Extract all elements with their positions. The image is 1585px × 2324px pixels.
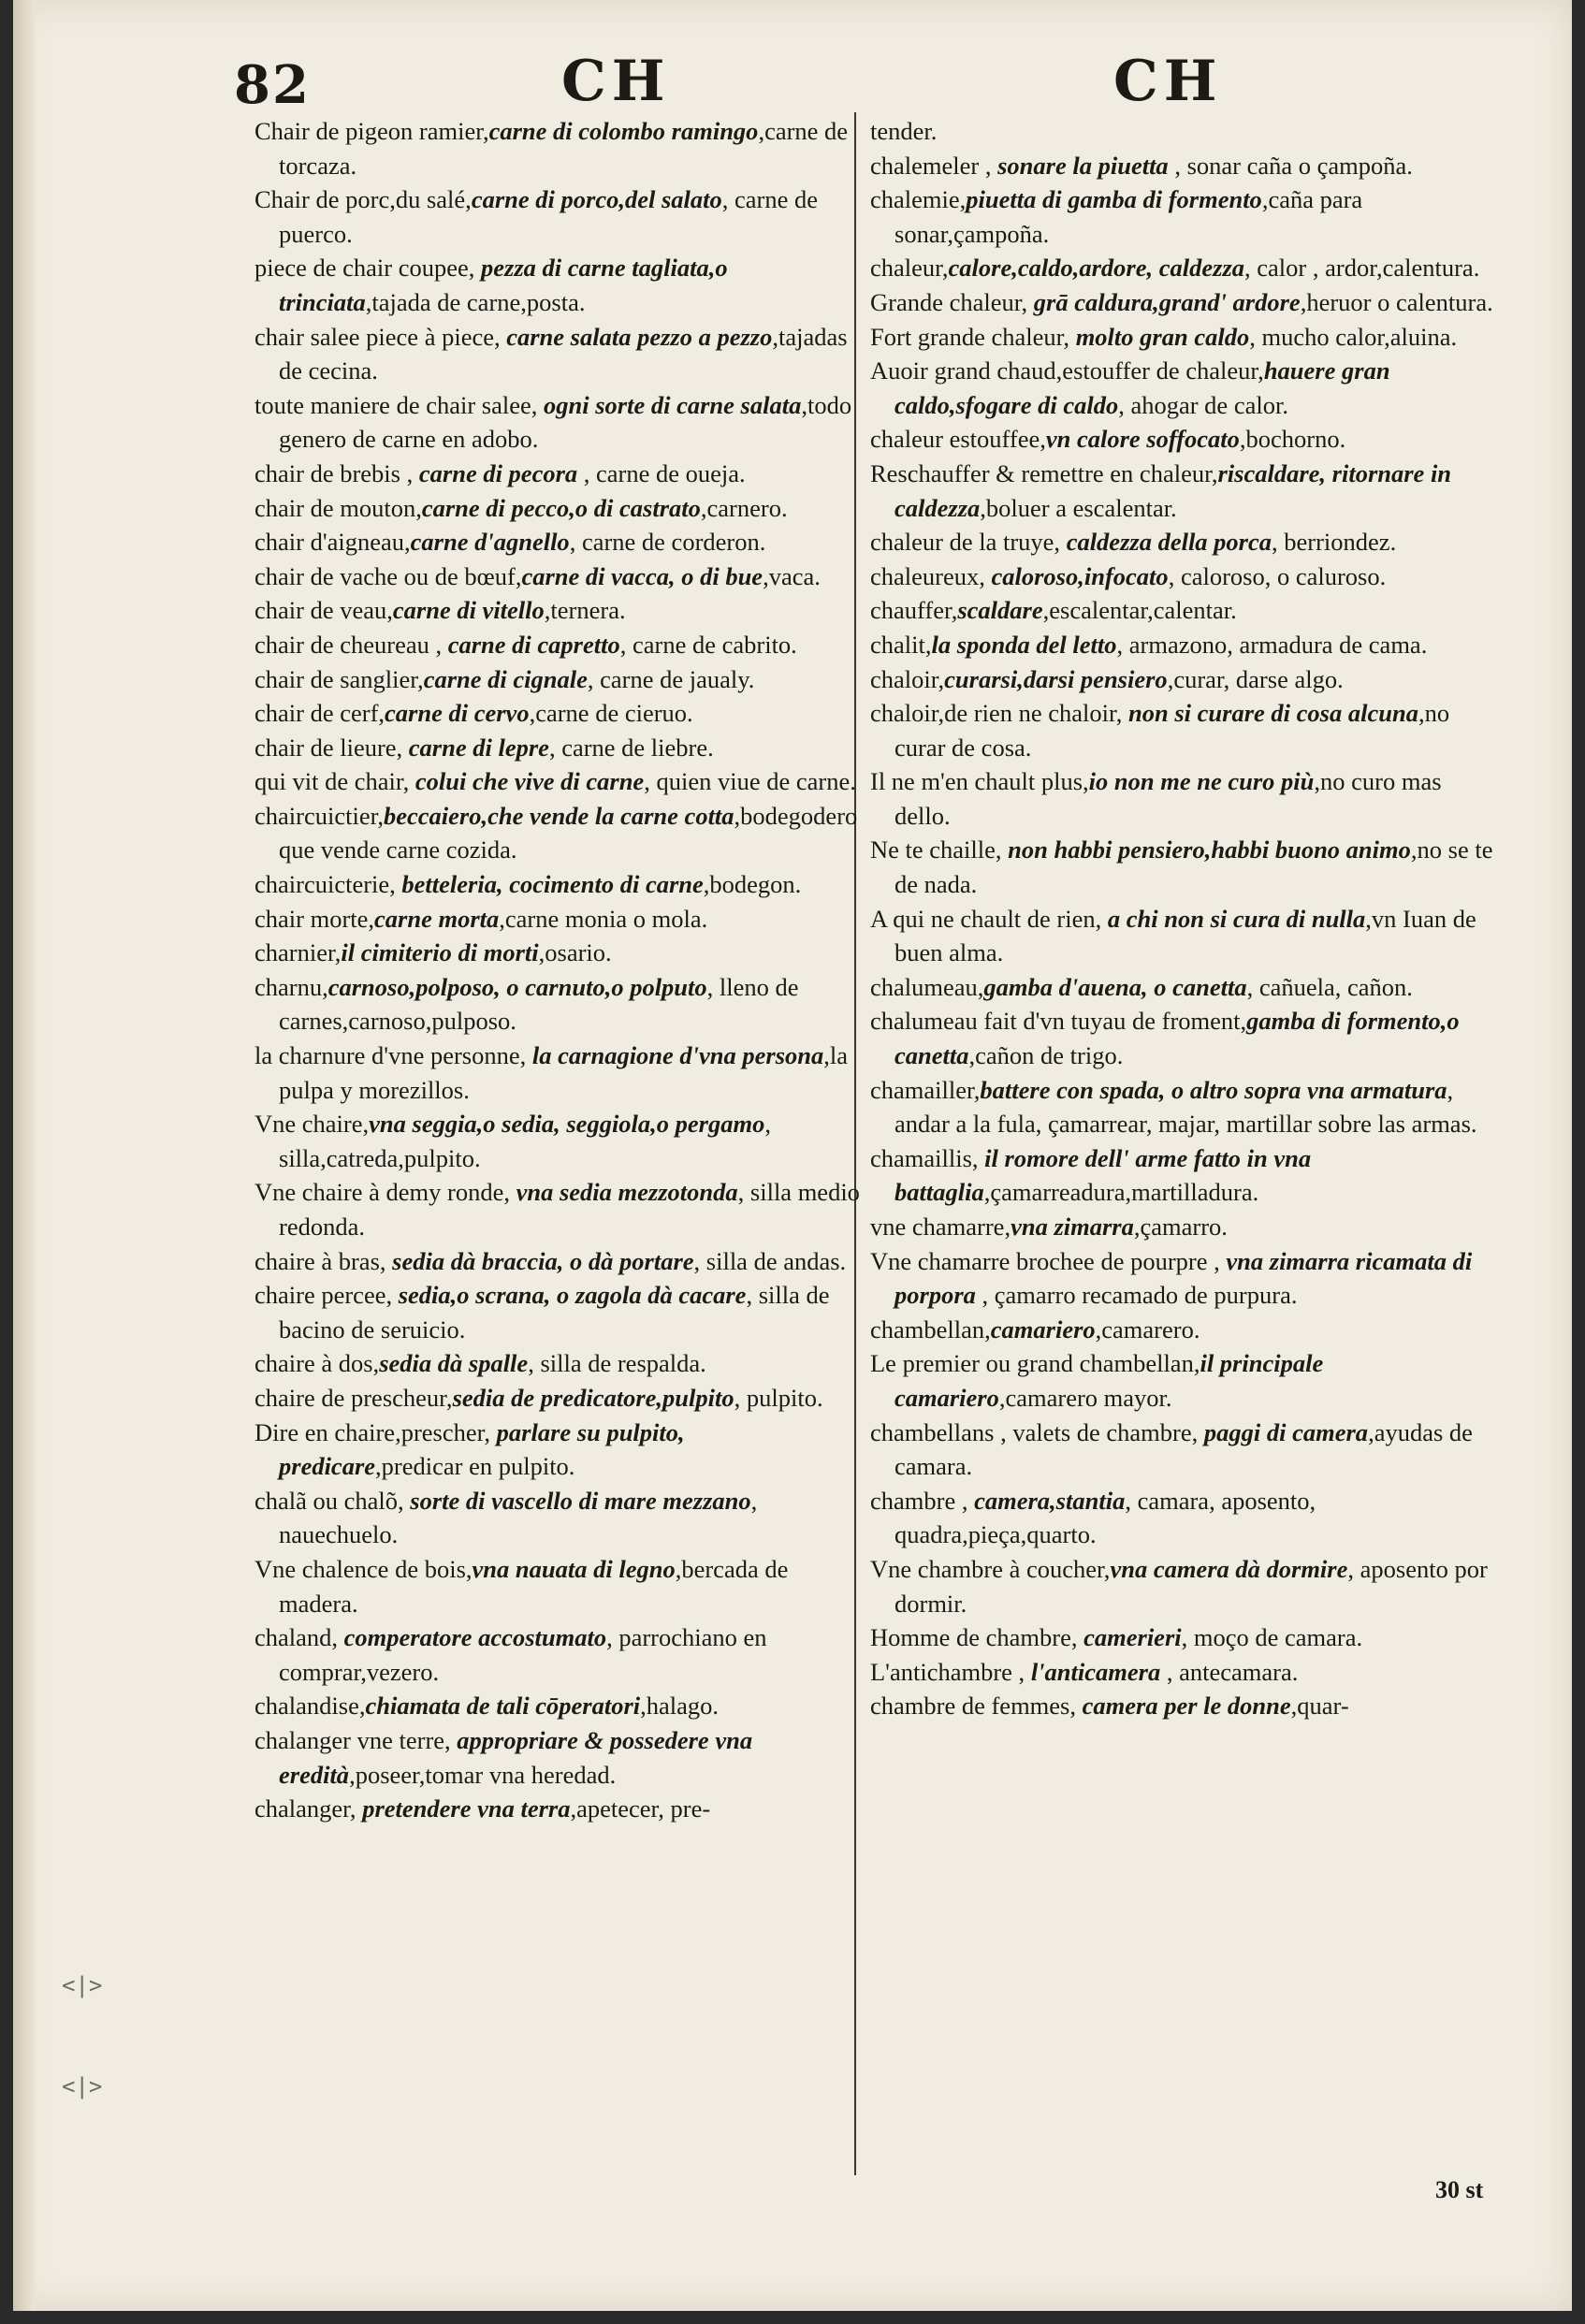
- headword: vne chamarre,: [870, 1213, 1011, 1241]
- dictionary-entry: [870, 1620, 1499, 1655]
- italian-gloss: carne di pecco,o di castrato: [421, 493, 701, 522]
- headword: toute maniere de chair salee,: [254, 390, 545, 419]
- italian-gloss: vn calore soffocato: [1045, 425, 1240, 454]
- dictionary-entry: [870, 628, 1499, 662]
- headword: chalumeau fait d'vn tuyau de froment,: [870, 1007, 1247, 1036]
- headword: Reschauffer & remettre en chaleur,: [870, 458, 1218, 487]
- spanish-gloss: ,no curar de cosa.: [894, 699, 1450, 762]
- spanish-gloss: ,cañon de trigo.: [968, 1041, 1124, 1070]
- italian-gloss: carne di colombo ramingo: [488, 117, 759, 145]
- italian-gloss: sedia dà spalle: [379, 1349, 529, 1378]
- spanish-gloss: , andar a la fula, çamarrear, majar, martillar sobre las armas.: [894, 1075, 1477, 1139]
- dictionary-entry: [254, 593, 872, 628]
- dictionary-entry: [254, 799, 872, 867]
- dictionary-entry: [254, 628, 872, 662]
- headword: chair de mouton,: [254, 493, 422, 522]
- spanish-gloss: ,çamarro.: [1133, 1213, 1228, 1241]
- dictionary-entry: [870, 1346, 1499, 1415]
- headword: Ne te chaille,: [870, 835, 1009, 864]
- spanish-gloss: ,bochorno.: [1239, 425, 1346, 454]
- dictionary-entry: [254, 388, 872, 457]
- dictionary-entry: [870, 182, 1499, 251]
- italian-gloss: pezza di carne tagliata,o trinciata: [279, 254, 728, 316]
- dictionary-entry: [870, 1004, 1499, 1072]
- italian-gloss: carne di cervo: [385, 699, 530, 728]
- dictionary-entry: [870, 251, 1499, 285]
- italian-gloss: beccaiero,che vende la carne cotta: [383, 801, 734, 830]
- headword: L'antichambre ,: [870, 1657, 1031, 1686]
- italian-gloss: sonare la piuetta: [997, 151, 1169, 180]
- dictionary-entry: [870, 1141, 1499, 1210]
- catchword: 30 st: [1435, 2176, 1484, 2203]
- spanish-gloss: , lleno de carnes,carnoso,pulposo.: [279, 972, 799, 1036]
- spanish-gloss: ,quar-: [1290, 1692, 1349, 1721]
- dictionary-entry: [870, 764, 1499, 833]
- headword: Auoir grand chaud,estouffer de chaleur,: [870, 356, 1264, 385]
- dictionary-entry: [254, 525, 872, 559]
- dictionary-entry: [254, 457, 872, 491]
- page-edge: [13, 0, 36, 2311]
- spanish-gloss: ,bodegon.: [703, 870, 802, 899]
- headword: chaleur,: [870, 254, 949, 283]
- headword: chambellans , valets de chambre,: [870, 1417, 1204, 1446]
- headword: Le premier ou grand chambellan,: [870, 1349, 1200, 1378]
- dictionary-entry: [870, 833, 1499, 901]
- dictionary-entry: [254, 731, 872, 765]
- dictionary-entry: [870, 354, 1499, 422]
- headword: chalumeau,: [870, 972, 984, 1001]
- headword: chaleur estouffee,: [870, 425, 1046, 454]
- spanish-gloss: ,vn Iuan de buen alma.: [894, 904, 1476, 967]
- italian-gloss: il romore dell' arme fatto in vna battaglia: [894, 1143, 1312, 1207]
- headword: Fort grande chaleur,: [870, 322, 1076, 351]
- dictionary-entry: [870, 1073, 1499, 1141]
- headword: chair salee piece à piece,: [254, 322, 507, 351]
- headword: chambre de femmes,: [870, 1692, 1083, 1721]
- italian-gloss: vna sedia mezzotonda: [516, 1178, 738, 1207]
- dictionary-entry: [254, 867, 872, 902]
- italian-gloss: vna camera dà dormire: [1110, 1554, 1348, 1583]
- headword: Dire en chaire,prescher,: [254, 1417, 497, 1446]
- headword: chaloir,de rien ne chaloir,: [870, 699, 1128, 728]
- headword: charnu,: [254, 972, 328, 1001]
- italian-gloss: vna zimarra: [1011, 1213, 1134, 1241]
- headword: Vne chalence de bois,: [254, 1554, 473, 1583]
- spanish-gloss: ,ternera.: [544, 596, 626, 625]
- italian-gloss: camerieri: [1083, 1623, 1182, 1652]
- italian-gloss: vna nauata di legno: [472, 1554, 676, 1583]
- dictionary-entry: [254, 1107, 872, 1175]
- italian-gloss: sedia dà braccia, o dà portare: [392, 1246, 694, 1275]
- spanish-gloss: , carne de jaualy.: [587, 664, 755, 693]
- spanish-gloss: ,predicar en pulpito.: [375, 1452, 575, 1481]
- italian-gloss: vna seggia,o sedia, seggiola,o pergamo: [369, 1110, 765, 1139]
- dictionary-entry: [870, 902, 1499, 970]
- headword: chalemeler ,: [870, 151, 998, 180]
- spanish-gloss: ,no curo mas dello.: [894, 767, 1442, 830]
- spanish-gloss: ,todo genero de carne en adobo.: [279, 390, 852, 454]
- left-column: [254, 114, 872, 1826]
- dictionary-entry: [254, 1039, 872, 1107]
- italian-gloss: battere con spada, o altro sopra vna armatura: [980, 1075, 1447, 1104]
- headword: chalã ou chalõ,: [254, 1486, 411, 1515]
- spanish-gloss: , caloroso, o caluroso.: [1168, 561, 1387, 590]
- running-head-right: CH: [1113, 49, 1223, 114]
- spanish-gloss: ,la pulpa y morezillos.: [279, 1041, 849, 1104]
- italian-gloss: caloroso,infocato: [991, 561, 1169, 590]
- spanish-gloss: , carne de oueja.: [577, 458, 746, 487]
- italian-gloss: appropriare & possedere vna eredità: [279, 1725, 753, 1789]
- spanish-gloss: ,bodegodero que vende carne cozida.: [279, 801, 858, 864]
- dictionary-entry: [254, 662, 872, 697]
- italian-gloss: carne di pecora: [418, 458, 578, 487]
- dictionary-entry: [254, 559, 872, 594]
- headword: chambre ,: [870, 1486, 975, 1515]
- dictionary-entry: [870, 1655, 1499, 1690]
- italian-gloss: carne morta: [374, 904, 500, 933]
- spanish-gloss: ,camarero.: [1095, 1315, 1200, 1344]
- italian-gloss: gamba di formento,o canetta: [894, 1007, 1460, 1070]
- italian-gloss: io non me ne curo più: [1088, 767, 1315, 796]
- italian-gloss: camera per le donne: [1082, 1692, 1291, 1721]
- italian-gloss: carne di cignale: [423, 664, 588, 693]
- headword: Vne chamarre brochee de pourpre ,: [870, 1246, 1227, 1275]
- spanish-gloss: , camara, aposento, quadra,pieça,quarto.: [894, 1486, 1316, 1549]
- dictionary-entry: [870, 149, 1499, 183]
- italian-gloss: carne salata pezzo a pezzo: [506, 322, 773, 351]
- spanish-gloss: ,curar, darse algo.: [1167, 664, 1344, 693]
- italian-gloss: non si curare di cosa alcuna: [1128, 699, 1418, 728]
- dictionary-entry: [870, 320, 1499, 355]
- headword: chair de veau,: [254, 596, 393, 625]
- spanish-gloss: ,no se te de nada.: [894, 835, 1493, 899]
- spanish-gloss: , ahogar de calor.: [1118, 390, 1288, 419]
- italian-gloss: paggi di camera: [1203, 1417, 1369, 1446]
- headword: chaire à dos,: [254, 1349, 380, 1378]
- italian-gloss: sedia de predicatore,pulpito: [452, 1383, 734, 1412]
- italian-gloss: piuetta di gamba di formento: [966, 185, 1262, 214]
- italian-gloss: carne di lepre: [408, 733, 549, 762]
- spanish-gloss: ,carne de torcaza.: [279, 117, 849, 180]
- italian-gloss: pretendere vna terra: [362, 1794, 571, 1823]
- dictionary-entry: [254, 696, 872, 731]
- italian-gloss: sorte di vascello di mare mezzano: [410, 1486, 751, 1515]
- headword: chalanger vne terre,: [254, 1725, 458, 1754]
- running-head-left: CH: [561, 49, 671, 114]
- headword: Chair de porc,du salé,: [254, 185, 472, 214]
- dictionary-entry: [870, 970, 1499, 1005]
- dictionary-entry: [254, 1723, 872, 1792]
- dictionary-entry: [254, 491, 872, 526]
- headword: chaircuictier,: [254, 801, 384, 830]
- spanish-gloss: , armazono, armadura de cama.: [1116, 630, 1428, 659]
- headword: Grande chaleur,: [870, 287, 1034, 316]
- dictionary-entry: [254, 1484, 872, 1552]
- spanish-gloss: ,çamarreadura,martilladura.: [983, 1178, 1259, 1207]
- spanish-gloss: , silla,catreda,pulpito.: [279, 1110, 771, 1172]
- italian-gloss: curarsi,darsi pensiero: [944, 664, 1168, 693]
- italian-gloss: riscaldare, ritornare in caldezza: [894, 458, 1452, 522]
- spanish-gloss: ,tajadas de cecina.: [279, 322, 848, 385]
- italian-gloss: comperatore accostumato: [343, 1623, 607, 1652]
- dictionary-entry: [870, 422, 1499, 457]
- dictionary-entry: [254, 764, 872, 799]
- italian-gloss: la sponda del letto: [931, 630, 1117, 659]
- spanish-gloss: , carne de cabrito.: [619, 630, 797, 659]
- italian-gloss: a chi non si cura di nulla: [1107, 904, 1366, 933]
- page-number: 82: [234, 54, 311, 116]
- spanish-gloss: ,ayudas de camara.: [894, 1417, 1473, 1481]
- italian-gloss: non habbi pensiero,habbi buono animo: [1008, 835, 1411, 864]
- italian-gloss: carne di porco,del salato: [471, 185, 722, 214]
- headword: chair morte,: [254, 904, 375, 933]
- italian-gloss: camariero: [990, 1315, 1096, 1344]
- italian-gloss: l'anticamera: [1030, 1657, 1161, 1686]
- headword: chaire de prescheur,: [254, 1383, 453, 1412]
- italian-gloss: carne di capretto: [447, 630, 620, 659]
- spanish-gloss: , silla de andas.: [693, 1246, 847, 1275]
- dictionary-entry: [254, 1689, 872, 1723]
- spanish-gloss: , silla de bacino de seruicio.: [279, 1281, 830, 1344]
- spanish-gloss: ,bercada de madera.: [279, 1554, 789, 1618]
- headword: chaircuicterie,: [254, 870, 402, 899]
- spanish-gloss: ,escalentar,calentar.: [1042, 596, 1237, 625]
- spanish-gloss: ,apetecer, pre-: [570, 1794, 711, 1823]
- dictionary-entry: [254, 1346, 872, 1381]
- margin-mark: <|>: [62, 2073, 103, 2099]
- spanish-gloss: , çamarro recamado de purpura.: [975, 1281, 1298, 1310]
- italian-gloss: molto gran caldo: [1075, 322, 1250, 351]
- headword: chalandise,: [254, 1692, 366, 1721]
- dictionary-entry: [870, 457, 1499, 525]
- headword: chalit,: [870, 630, 932, 659]
- headword: la charnure d'vne personne,: [254, 1041, 532, 1070]
- headword: chaland,: [254, 1623, 344, 1652]
- headword: chair de cerf,: [254, 699, 385, 728]
- italian-gloss: parlare su pulpito, predicare: [279, 1417, 685, 1481]
- spanish-gloss: , nauechuelo.: [279, 1486, 758, 1549]
- dictionary-entry: [254, 182, 872, 251]
- italian-gloss: carne d'agnello: [410, 528, 570, 557]
- italian-gloss: carnoso,polposo, o carnuto,o polputo: [327, 972, 707, 1001]
- dictionary-entry: [870, 1210, 1499, 1244]
- book-page: [13, 0, 1572, 2311]
- right-column: [870, 114, 1499, 1723]
- italian-gloss: carne di vacca, o di bue: [521, 561, 763, 590]
- dictionary-entry: [870, 1689, 1499, 1723]
- spanish-gloss: ,carne de cieruo.: [529, 699, 693, 728]
- dictionary-entry: [254, 1381, 872, 1416]
- italian-gloss: scaldare: [957, 596, 1043, 625]
- spanish-gloss: ,carne monia o mola.: [499, 904, 708, 933]
- italian-gloss: il principale camariero: [894, 1349, 1324, 1412]
- spanish-gloss: , sonar caña o çampoña.: [1168, 151, 1413, 180]
- dictionary-entry: [254, 1175, 872, 1243]
- headword: chalemie,: [870, 185, 967, 214]
- dictionary-entry: [870, 1416, 1499, 1484]
- dictionary-entry: [254, 970, 872, 1039]
- dictionary-entry: [254, 902, 872, 937]
- dictionary-entry: [254, 936, 872, 970]
- italian-gloss: ogni sorte di carne salata: [544, 390, 802, 419]
- dictionary-entry: [254, 1620, 872, 1689]
- italian-gloss: betteleria, cocimento di carne: [401, 870, 704, 899]
- spanish-gloss: ,boluer a escalentar.: [980, 493, 1177, 522]
- spanish-gloss: , pulpito.: [734, 1383, 823, 1412]
- dictionary-entry: [254, 251, 872, 319]
- spanish-gloss: , quien viue de carne.: [644, 767, 856, 796]
- spanish-gloss: ,caña para sonar,çampoña.: [894, 185, 1363, 248]
- headword: chaleur de la truye,: [870, 528, 1067, 557]
- dictionary-entry: [870, 114, 1499, 149]
- headword: chamailler,: [870, 1075, 981, 1104]
- spanish-gloss: , calor , ardor,calentura.: [1244, 254, 1480, 283]
- spanish-gloss: , carne de corderon.: [569, 528, 766, 557]
- spanish-gloss: ,vaca.: [763, 561, 821, 590]
- headword: chair de brebis ,: [254, 458, 419, 487]
- headword: Homme de chambre,: [870, 1623, 1084, 1652]
- headword: chair de sanglier,: [254, 664, 424, 693]
- dictionary-entry: [254, 320, 872, 388]
- headword: chair de vache ou de bœuf,: [254, 561, 522, 590]
- headword: chair d'aigneau,: [254, 528, 411, 557]
- dictionary-entry: [870, 593, 1499, 628]
- headword: Chair de pigeon ramier,: [254, 117, 489, 145]
- italian-gloss: camera,stantia: [974, 1486, 1126, 1515]
- dictionary-entry: [870, 1552, 1499, 1620]
- headword: chair de lieure,: [254, 733, 409, 762]
- spanish-gloss: , mucho calor,aluina.: [1249, 322, 1458, 351]
- italian-gloss: il cimiterio di morti: [341, 938, 539, 967]
- spanish-gloss: , moço de camara.: [1181, 1623, 1363, 1652]
- dictionary-entry: [870, 525, 1499, 559]
- dictionary-entry: [254, 1416, 872, 1484]
- italian-gloss: colui che vive di carne: [414, 767, 645, 796]
- spanish-gloss: , silla medio redonda.: [279, 1178, 860, 1241]
- italian-gloss: calore,caldo,ardore, caldezza: [948, 254, 1245, 283]
- dictionary-entry: [254, 1278, 872, 1346]
- spanish-gloss: , aposento por dormir.: [894, 1554, 1488, 1618]
- italian-gloss: grā caldura,grand' ardore: [1033, 287, 1301, 316]
- italian-gloss: sedia,o scrana, o zagola dà cacare: [398, 1281, 747, 1310]
- dictionary-entry: [870, 559, 1499, 594]
- spanish-gloss: , carne de puerco.: [279, 185, 818, 248]
- headword: chambellan,: [870, 1315, 991, 1344]
- spanish-gloss: ,heruor o calentura.: [1300, 287, 1493, 316]
- headword: tender.: [870, 117, 938, 145]
- headword: Vne chambre à coucher,: [870, 1554, 1111, 1583]
- dictionary-entry: [870, 1484, 1499, 1552]
- italian-gloss: la carnagione d'vna persona: [531, 1041, 824, 1070]
- spanish-gloss: ,halago.: [640, 1692, 720, 1721]
- italian-gloss: caldezza della porca: [1066, 528, 1272, 557]
- headword: piece de chair coupee,: [254, 254, 482, 283]
- headword: chaire à bras,: [254, 1246, 393, 1275]
- spanish-gloss: , carne de liebre.: [548, 733, 714, 762]
- dictionary-entry: [254, 1244, 872, 1279]
- spanish-gloss: , silla de respalda.: [528, 1349, 706, 1378]
- dictionary-entry: [870, 662, 1499, 697]
- headword: chaleureux,: [870, 561, 992, 590]
- headword: Vne chaire,: [254, 1110, 370, 1139]
- headword: chair de cheureau ,: [254, 630, 448, 659]
- spanish-gloss: , antecamara.: [1160, 1657, 1299, 1686]
- spanish-gloss: ,tajada de carne,posta.: [365, 287, 586, 316]
- italian-gloss: hauere gran caldo,sfogare di caldo: [894, 356, 1390, 419]
- spanish-gloss: ,osario.: [538, 938, 612, 967]
- italian-gloss: gamba d'auena, o canetta: [983, 972, 1247, 1001]
- italian-gloss: vna zimarra ricamata di porpora: [894, 1246, 1473, 1310]
- headword: chalanger,: [254, 1794, 363, 1823]
- headword: charnier,: [254, 938, 342, 967]
- headword: A qui ne chault de rien,: [870, 904, 1108, 933]
- dictionary-entry: [870, 696, 1499, 764]
- dictionary-entry: [254, 114, 872, 182]
- dictionary-entry: [870, 1244, 1499, 1313]
- spanish-gloss: ,camarero mayor.: [998, 1383, 1172, 1412]
- headword: chaloir,: [870, 664, 945, 693]
- headword: chamaillis,: [870, 1143, 985, 1172]
- italian-gloss: carne di vitello: [392, 596, 545, 625]
- headword: qui vit de chair,: [254, 767, 415, 796]
- headword: chaire percee,: [254, 1281, 399, 1310]
- headword: Il ne m'en chault plus,: [870, 767, 1089, 796]
- margin-mark: <|>: [62, 1972, 103, 1998]
- headword: Vne chaire à demy ronde,: [254, 1178, 516, 1207]
- spanish-gloss: , parrochiano en comprar,vezero.: [279, 1623, 767, 1686]
- headword: chauffer,: [870, 596, 958, 625]
- dictionary-entry: [254, 1792, 872, 1826]
- spanish-gloss: , cañuela, cañon.: [1246, 972, 1413, 1001]
- spanish-gloss: ,carnero.: [700, 493, 788, 522]
- spanish-gloss: , berriondez.: [1272, 528, 1397, 557]
- dictionary-entry: [870, 1313, 1499, 1347]
- dictionary-entry: [254, 1552, 872, 1620]
- italian-gloss: chiamata de tali cōperatori: [365, 1692, 641, 1721]
- spanish-gloss: ,poseer,tomar vna heredad.: [349, 1760, 617, 1789]
- dictionary-entry: [870, 285, 1499, 320]
